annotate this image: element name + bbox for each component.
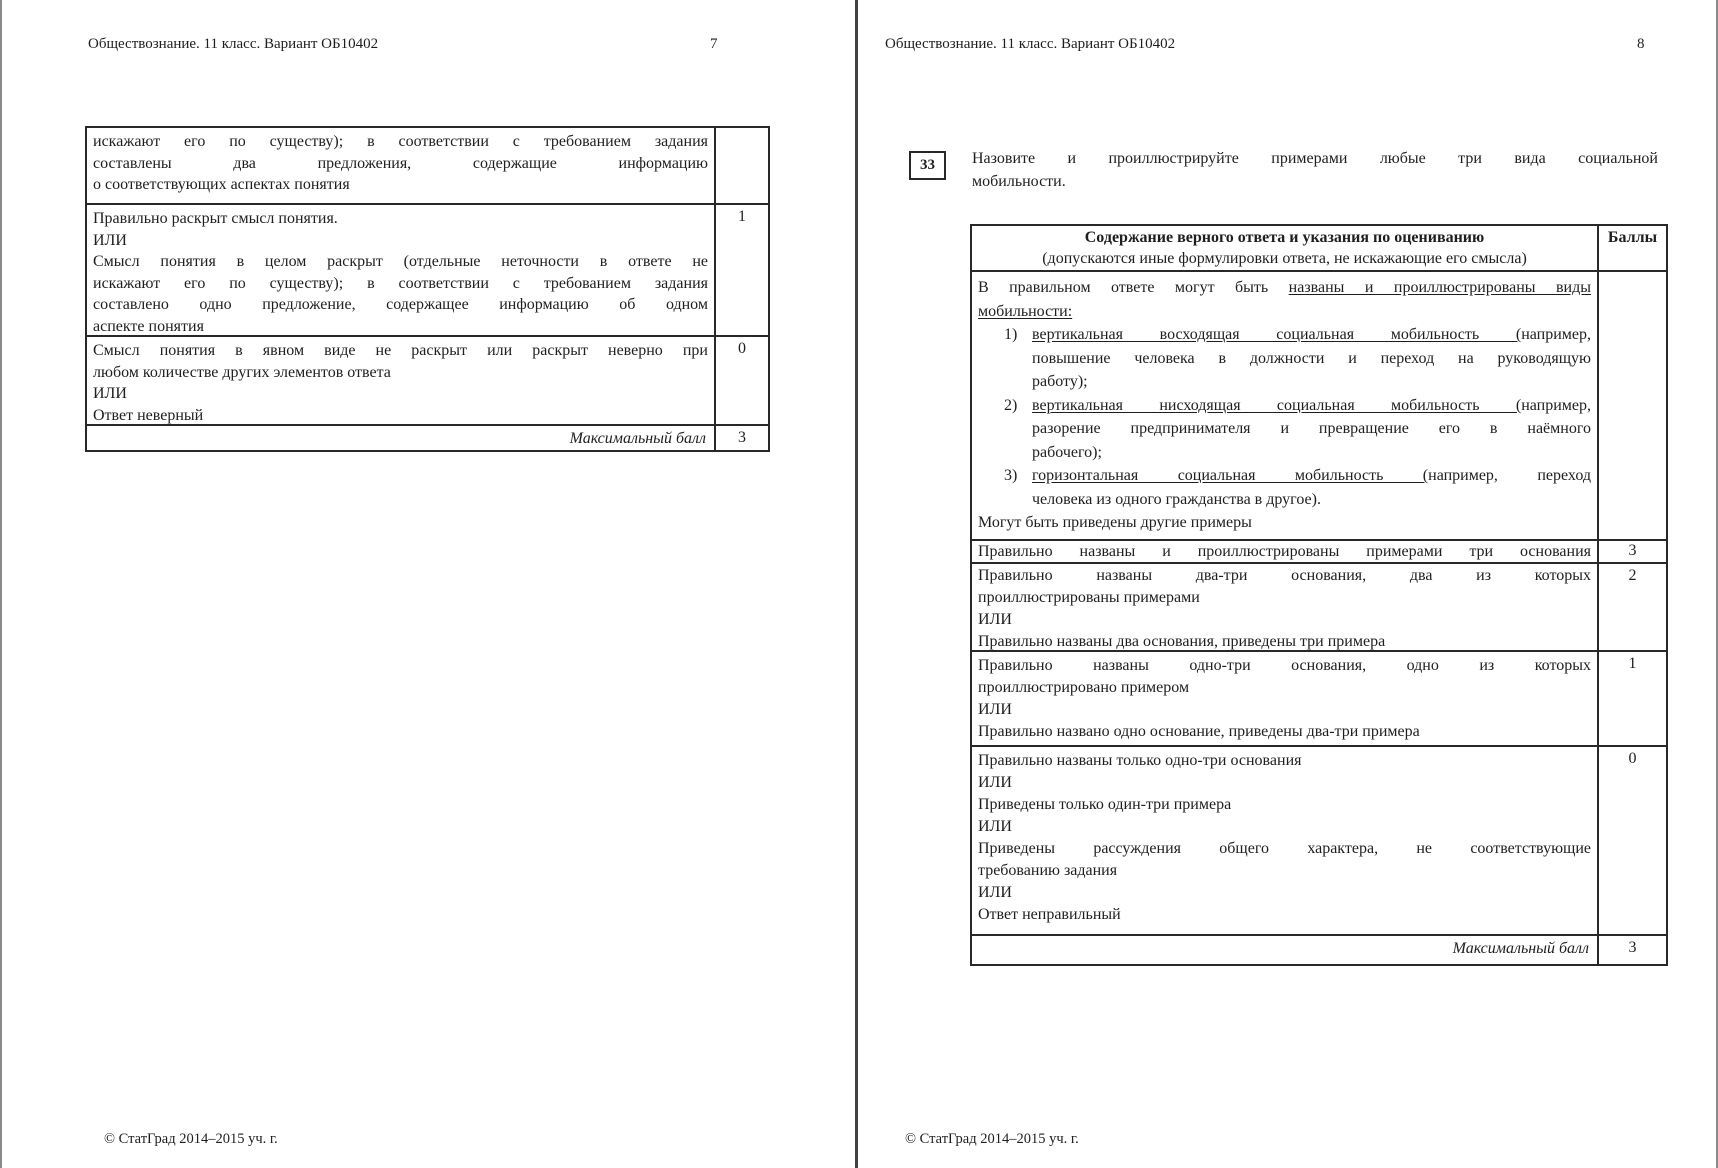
list-item-number: 1)	[1004, 326, 1018, 343]
task-number: 33	[920, 157, 935, 173]
table-row	[87, 128, 768, 203]
text-line: Приведены только один-три примера	[978, 796, 1232, 813]
underlined-term: мобильности:	[978, 302, 1073, 320]
list-item-line	[1004, 394, 1591, 418]
score-cell	[714, 128, 768, 203]
criterion-text	[972, 747, 1597, 934]
task-statement	[972, 147, 1658, 193]
or-label: ИЛИ	[978, 611, 1012, 628]
criterion-text	[87, 128, 714, 203]
table-row	[87, 335, 768, 424]
or-label: ИЛИ	[93, 231, 127, 249]
text-line	[978, 300, 1591, 324]
text-line: о соответствующих аспектах понятия	[93, 176, 350, 193]
table-row	[87, 203, 768, 335]
or-label: ИЛИ	[978, 774, 1012, 791]
score-cell: 3	[714, 426, 768, 450]
score-cell: 2	[1597, 564, 1666, 650]
or-label: ИЛИ	[978, 701, 1012, 718]
table-row	[972, 745, 1666, 934]
text-line: Правильно названо одно основание, приведены два-три примера	[978, 723, 1420, 740]
text-line: Ответ неправильный	[978, 906, 1121, 923]
or-label: ИЛИ	[93, 385, 127, 402]
text-line: Назовите и проиллюстрируйте примерами любые три вида социальной	[972, 150, 1658, 167]
criteria-header-cell	[972, 226, 1597, 270]
max-score-label: Максимальный балл	[1452, 940, 1589, 957]
score-cell: 0	[1597, 747, 1666, 934]
text-line: проиллюстрированы примерами	[978, 589, 1200, 606]
text-line: требованию задания	[978, 862, 1118, 879]
underlined-term: названы и проиллюстрированы виды	[1288, 279, 1591, 296]
score-cell: 3	[1597, 936, 1666, 964]
list-item-text: например,	[1521, 326, 1591, 343]
list-item-text: например, переход	[1428, 467, 1591, 484]
criterion-text	[972, 541, 1597, 562]
table-header-row	[972, 226, 1666, 270]
text-line: аспекте понятия	[93, 317, 204, 335]
text-line: любом количестве других элементов ответа	[93, 363, 391, 381]
table-row	[972, 650, 1666, 745]
text-line: Правильно названы только одно-три основания	[978, 752, 1302, 769]
text-line: Правильно названы одно-три основания, одно из которых	[978, 657, 1591, 674]
list-item-line: работу);	[1032, 373, 1088, 390]
text-line: проиллюстрировано примером	[978, 679, 1190, 696]
list-item-line: рабочего);	[1032, 443, 1102, 461]
page7-footer-copyright: © СтатГрад 2014–2015 уч. г.	[104, 1131, 278, 1147]
text-line: Правильно названы два-три основания, два из которых	[978, 567, 1591, 584]
list-item-line	[1004, 323, 1591, 347]
text-line: искажают его по существу); в соответствии с требованием задания	[93, 274, 708, 292]
text-line: Смысл понятия в явном виде не раскрыт или раскрыт неверно при	[93, 342, 708, 359]
text-line: составлено одно предложение, содержащее информацию об одном	[93, 296, 708, 313]
table-row	[972, 562, 1666, 650]
task-number-box	[909, 151, 946, 180]
note-line: Могут быть приведены другие примеры	[978, 514, 1252, 531]
criteria-header-subtitle: (допускаются иные формулировки ответа, не искажающие его смысла)	[1042, 250, 1527, 267]
score-cell: 3	[1597, 541, 1666, 562]
score-column-header: Баллы	[1597, 226, 1666, 270]
text-line: искажают его по существу); в соответствии с требованием задания	[93, 133, 708, 150]
list-item-line: человека из одного гражданства в другое).	[1032, 490, 1321, 508]
score-cell	[1597, 272, 1666, 539]
criteria-header-title: Содержание верного ответа и указания по оцениванию	[1084, 229, 1485, 246]
list-item-number: 3)	[1004, 467, 1018, 484]
text-line: составлены два предложения, содержащие информацию	[93, 154, 708, 172]
list-item-line: разорение предпринимателя и превращение его в наёмного	[1032, 420, 1591, 437]
criterion-text	[972, 652, 1597, 745]
criterion-text	[87, 205, 714, 335]
page8-footer-copyright: © СтатГрад 2014–2015 уч. г.	[905, 1131, 1079, 1147]
max-score-label: Максимальный балл	[569, 430, 706, 447]
table-row	[972, 539, 1666, 562]
answer-content	[972, 272, 1597, 539]
score-cell: 1	[1597, 652, 1666, 745]
text-line: Смысл понятия в целом раскрыт (отдельные неточности в ответе не	[93, 253, 708, 270]
criterion-text	[972, 564, 1597, 650]
page7-number: 7	[710, 36, 718, 52]
page8-number: 8	[1637, 36, 1645, 52]
answer-content-row	[972, 270, 1666, 539]
list-item-line: повышение человека в должности и переход на руководящую	[1032, 349, 1591, 367]
or-label: ИЛИ	[978, 884, 1012, 901]
list-item-text: например,	[1521, 396, 1591, 414]
page-divider	[855, 0, 858, 1168]
max-score-row	[972, 934, 1666, 964]
text-line: мобильности.	[972, 173, 1066, 190]
max-score-label-cell	[972, 936, 1597, 964]
text-line: Правильно названы два основания, приведены три примера	[978, 633, 1386, 650]
max-score-label-cell	[87, 426, 714, 450]
text-line: Правильно названы и проиллюстрированы примерами три основания	[978, 543, 1591, 560]
text-line: Приведены рассуждения общего характера, не соответствующие	[978, 840, 1591, 857]
intro-text: В правильном ответе могут быть	[978, 279, 1289, 296]
page7-header-title: Обществознание. 11 класс. Вариант ОБ10402	[88, 36, 379, 52]
text-line: Ответ неверный	[93, 406, 204, 424]
scoring-table-page8	[970, 224, 1668, 966]
max-score-row	[87, 424, 768, 450]
text-line: Правильно раскрыт смысл понятия.	[93, 210, 338, 227]
criterion-text	[87, 337, 714, 424]
list-item-line	[1004, 464, 1591, 488]
underlined-term: горизонтальная социальная мобильность (	[1032, 467, 1429, 484]
underlined-term: вертикальная нисходящая социальная мобильность (	[1032, 396, 1522, 414]
scoring-table-page7	[85, 126, 770, 452]
page8-header-title: Обществознание. 11 класс. Вариант ОБ10402	[885, 36, 1176, 52]
list-item-number: 2)	[1004, 396, 1018, 414]
or-label: ИЛИ	[978, 818, 1012, 835]
text-line	[978, 276, 1591, 300]
underlined-term: вертикальная восходящая социальная мобильность (	[1032, 326, 1522, 343]
score-cell: 1	[714, 205, 768, 335]
score-cell: 0	[714, 337, 768, 424]
scan-left-edge	[0, 0, 2, 1168]
